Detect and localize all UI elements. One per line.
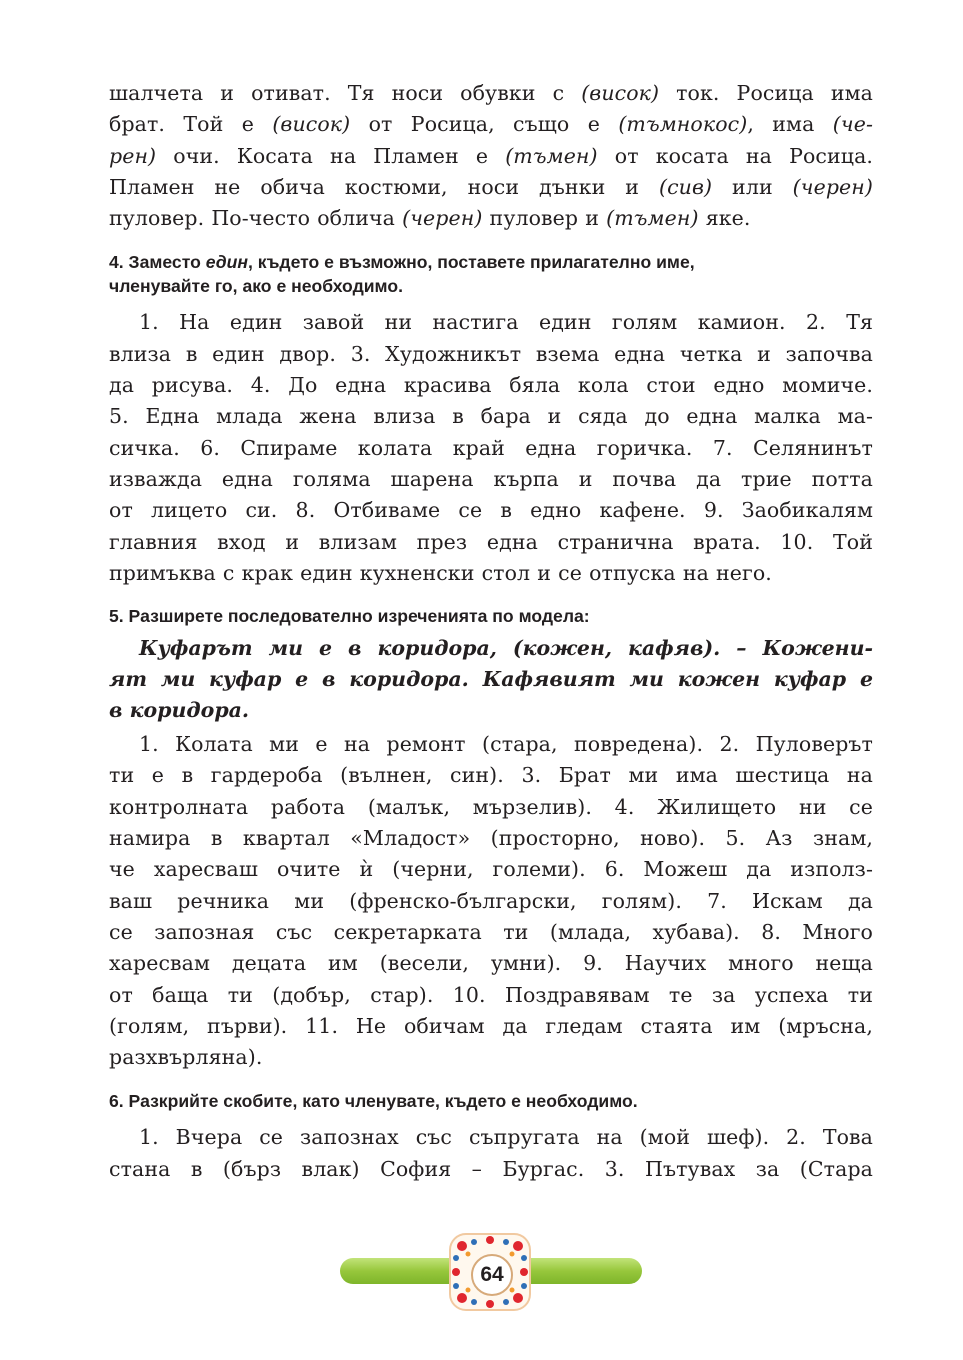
blank-adjective: (сив) <box>659 174 713 199</box>
exercise-4-line: главния вход и влизам през една странична врата. 10. Той <box>109 529 873 554</box>
text-run: Пламен не обича костюми, носи дънки и <box>109 174 659 199</box>
exercise-4-line: примъква с крак един кухненски стол и се отпуска на него. <box>109 560 772 585</box>
blank-adjective: (че- <box>832 112 873 137</box>
task4-keyword: един <box>205 252 248 273</box>
exercise-5-line: ваш речника ми (френско-български, голям). 7. Искам да <box>109 888 873 913</box>
exercise-4-line: изважда една голяма шарена кърпа и почва да трие потта <box>109 466 873 491</box>
blank-adjective: (тъмен) <box>606 206 699 231</box>
exercise-4-text <box>109 307 873 589</box>
exercise-5-line: че харесваш очите ѝ (черни, големи). 6. Можеш да използ- <box>109 857 873 882</box>
exercise-3-line <box>109 141 873 172</box>
text-run: от Росица, също е <box>350 112 619 137</box>
exercise-3-line <box>109 203 873 234</box>
exercise-4-line: влиза в един двор. 3. Художникът взема една четка и започва <box>109 341 873 366</box>
text-run: пуловер и <box>482 206 607 231</box>
blank-adjective: (висок) <box>272 112 351 137</box>
blank-adjective: рен) <box>109 143 157 168</box>
text-run: от косата на Росица. <box>597 143 874 168</box>
exercise-6-line: стана в (бърз влак) София – Бургас. 3. Пътувах за (Стара <box>109 1156 873 1181</box>
task4-line2: членувайте го, ако е необходимо. <box>109 276 403 297</box>
text-run: , има <box>747 112 833 137</box>
exercise-5-text <box>109 729 873 1073</box>
page-number: 64 <box>471 1254 513 1296</box>
text-run: очи. Косата на Пламен е <box>156 143 506 168</box>
exercise-3-line <box>109 109 873 140</box>
exercise-5-model <box>109 633 873 726</box>
exercise-5-line: (голям, първи). 11. Не обичам да гледам стаята им (мръсна, <box>109 1013 873 1038</box>
exercise-5-line: контролната работа (малък, мързелив). 4. Жилището ни се <box>109 794 873 819</box>
model-line: ят ми куфар е в коридора. Кафявият ми кожен куфар е <box>109 667 873 692</box>
exercise-3-line <box>109 172 873 203</box>
exercise-5-line: от баща ти (добър, стар). 10. Поздравявам те за успеха ти <box>109 982 873 1007</box>
exercise-5-line: намира в квартал «Младост» (просторно, ново). 5. Аз знам, <box>109 826 873 851</box>
exercise-6-line: 1. Вчера се запознах със съпругата на (мой шеф). 2. Това <box>139 1125 873 1150</box>
exercise-5-line: 1. Колата ми е на ремонт (стара, повредена). 2. Пуловерът <box>139 732 873 757</box>
page-content <box>109 78 873 1185</box>
page-number-badge <box>444 1232 536 1312</box>
exercise-3-line <box>109 78 873 109</box>
blank-adjective: (черен) <box>792 174 873 199</box>
exercise-4-line: да рисува. 4. До една красива бяла кола стои едно момиче. <box>109 373 873 398</box>
exercise-4-instruction <box>109 250 873 298</box>
text-run: пуловер. По-често облича <box>109 206 403 231</box>
blank-adjective: (тъмнокос) <box>618 112 748 137</box>
exercise-4-line: от лицето си. 8. Отбиваме се в едно кафене. 9. Заобикалям <box>109 498 873 523</box>
model-line: Куфарът ми е в коридора, (кожен, кафяв). – Кожени- <box>139 636 873 661</box>
text-run: ток. Росица има <box>659 81 874 105</box>
exercise-5-line: разхвърляна). <box>109 1045 263 1070</box>
exercise-5-line: харесвам децата им (весели, умни). 9. Научих много неща <box>109 951 873 976</box>
page-footer <box>340 1232 642 1312</box>
exercise-3-text-end <box>109 78 873 234</box>
exercise-4-line: 1. На един завой ни настига един голям камион. 2. Тя <box>139 310 873 335</box>
blank-adjective: (черен) <box>402 206 483 231</box>
exercise-4-line: 5. Една млада жена влиза в бара и сяда до една малка ма- <box>109 404 873 429</box>
blank-adjective: (висок) <box>581 81 660 105</box>
text-run: шалчета и отиват. Тя носи обувки с <box>109 81 582 105</box>
task4-text: , където е възможно, поставете прилагателно име, <box>248 252 695 273</box>
text-run: брат. Той е <box>109 112 273 137</box>
exercise-5-line: се запозная със секретарката ти (млада, хубава). 8. Много <box>109 919 873 944</box>
text-run: или <box>712 174 793 199</box>
exercise-6-instruction: 6. Разкрийте скобите, като членувате, където е необходимо. <box>109 1091 638 1112</box>
exercise-6-text <box>109 1122 873 1185</box>
model-line: в коридора. <box>109 698 250 723</box>
exercise-5-instruction: 5. Разширете последователно изреченията по модела: <box>109 606 590 627</box>
exercise-5-line: ти е в гардероба (вълнен, син). 3. Брат ми има шестица на <box>109 763 873 788</box>
exercise-4-line: сичка. 6. Спираме колата край една горичка. 7. Селянинът <box>109 435 873 460</box>
text-run: яке. <box>698 206 751 231</box>
task4-number: 4. Заместо <box>109 252 206 273</box>
blank-adjective: (тъмен) <box>505 143 598 168</box>
